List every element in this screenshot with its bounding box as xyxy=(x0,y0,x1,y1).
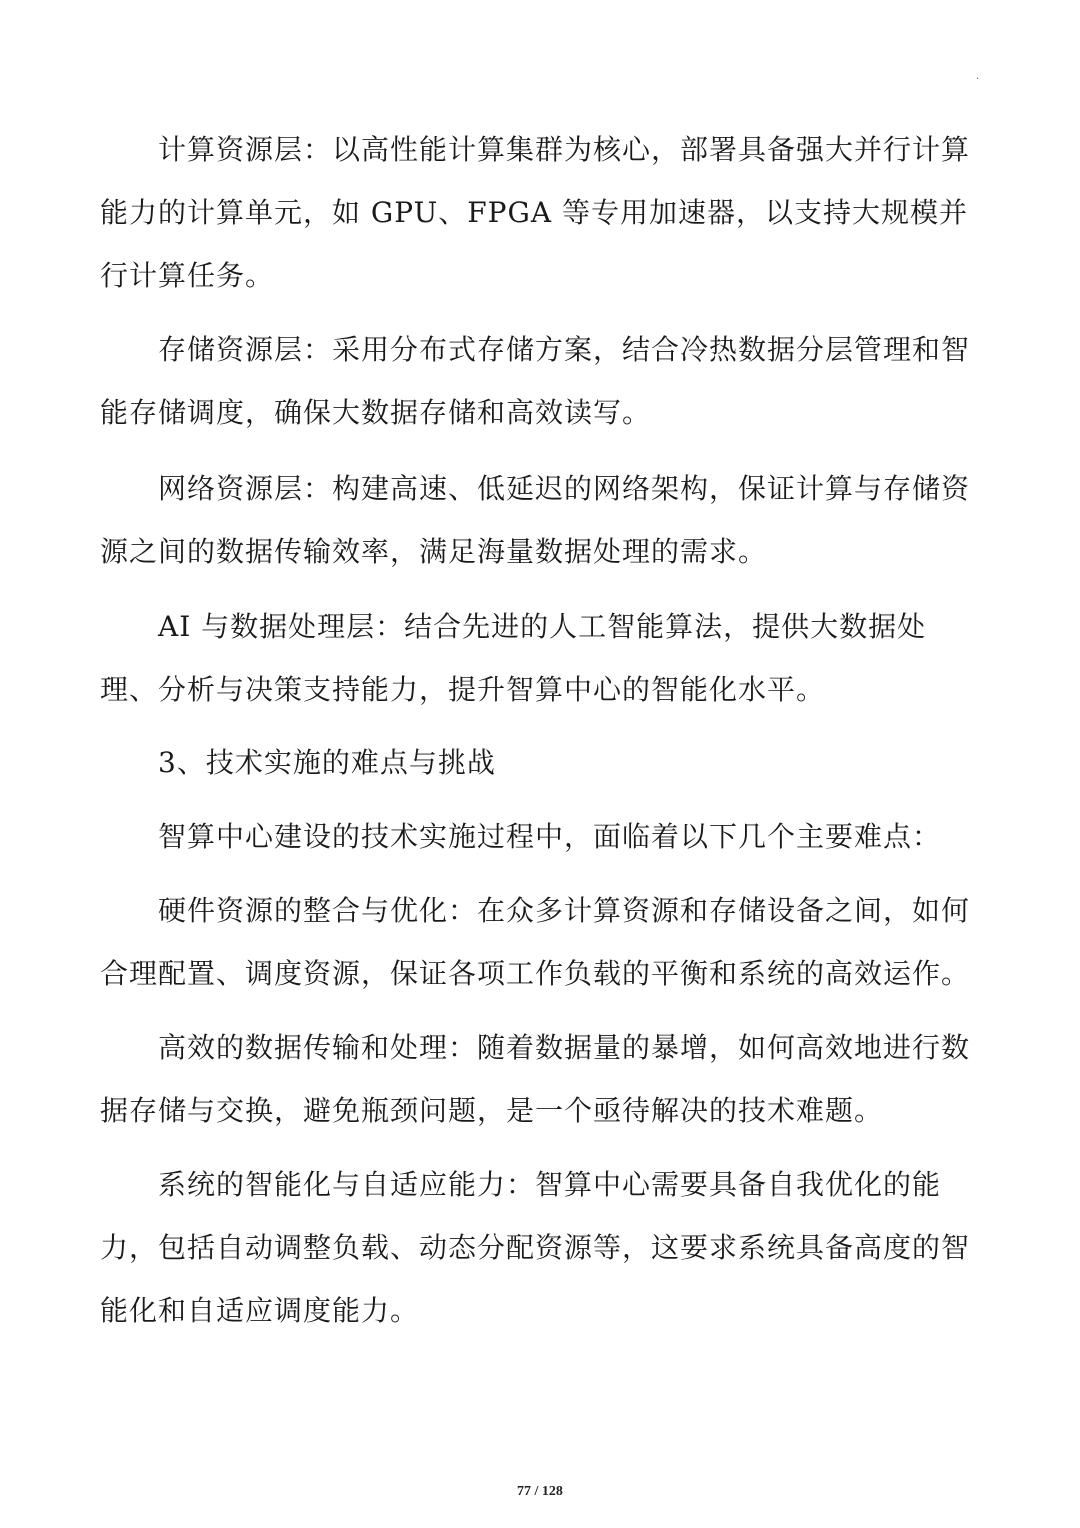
paragraph-data-transfer: 高效的数据传输和处理：随着数据量的暴增，如何高效地进行数据存储与交换，避免瓶颈问题，是一个亟待解决的技术难题。 xyxy=(100,1031,971,1127)
page-number: 77 / 128 xyxy=(517,1484,563,1499)
corner-mark: . xyxy=(976,71,980,82)
paragraph-compute-layer: 计算资源层：以高性能计算集群为核心，部署具备强大并行计算能力的计算单元，如 GPU、FPGA 等专用加速器，以支持大规模并行计算任务。 xyxy=(100,133,971,292)
paragraph-intro-difficulties: 智算中心建设的技术实施过程中，面临着以下几个主要难点： xyxy=(158,820,942,853)
paragraph-storage-layer: 存储资源层：采用分布式存储方案，结合冷热数据分层管理和智能存储调度，确保大数据存储和高效读写。 xyxy=(100,333,971,429)
paragraph-network-layer: 网络资源层：构建高速、低延迟的网络架构，保证计算与存储资源之间的数据传输效率，满足海量数据处理的需求。 xyxy=(100,472,971,568)
paragraph-ai-layer: AI 与数据处理层：结合先进的人工智能算法，提供大数据处理、分析与决策支持能力，提升智算中心的智能化水平。 xyxy=(100,610,927,706)
paragraph-hardware-integration: 硬件资源的整合与优化：在众多计算资源和存储设备之间，如何合理配置、调度资源，保证各项工作负载的平衡和系统的高效运作。 xyxy=(100,894,971,990)
paragraph-intelligence: 系统的智能化与自适应能力：智算中心需要具备自我优化的能力，包括自动调整负载、动态分配资源等，这要求系统具备高度的智能化和自适应调度能力。 xyxy=(100,1168,971,1327)
section-heading: 3、技术实施的难点与挑战 xyxy=(158,746,496,779)
